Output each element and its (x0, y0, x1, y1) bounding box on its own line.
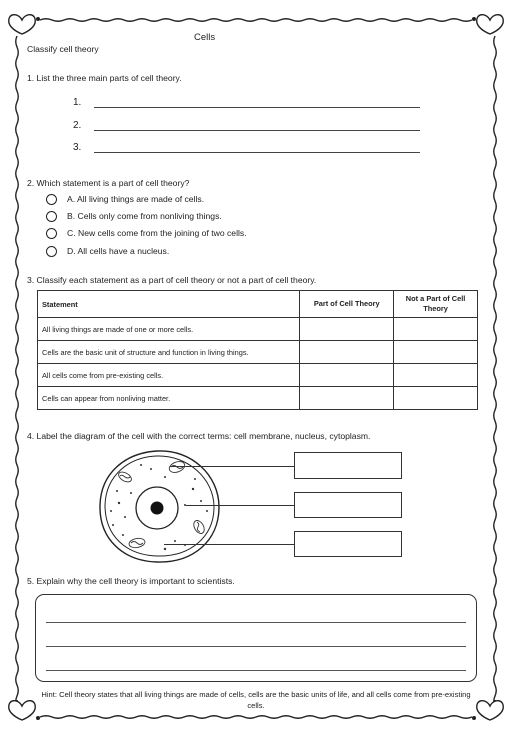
question-2-prompt: 2. Which statement is a part of cell theory? (27, 178, 190, 188)
table-row (38, 387, 478, 410)
statement-cell: All cells come from pre-existing cells. (38, 364, 300, 387)
question-5-prompt: 5. Explain why the cell theory is important to scientists. (27, 576, 235, 586)
option-c-label: C. New cells come from the joining of two cells. (67, 228, 247, 238)
heart-icon (9, 15, 35, 34)
part-answer-cell[interactable] (300, 318, 394, 341)
table-row (38, 364, 478, 387)
option-a-label: A. All living things are made of cells. (67, 194, 205, 204)
answer-line-3[interactable] (94, 152, 420, 153)
statement-cell: Cells can appear from nonliving matter. (38, 387, 300, 410)
answer-line[interactable] (46, 622, 466, 623)
hint-text: Hint: Cell theory states that all living things are made of cells, cells are the basic units of life, and all cells come from pre-existing cells. (41, 690, 471, 710)
statement-cell: All living things are made of one or more cells. (38, 318, 300, 341)
answer-number-1: 1. (73, 97, 82, 108)
border-dot (36, 716, 40, 720)
nucleolus (151, 502, 164, 515)
classification-table (37, 290, 478, 410)
radio-option-a[interactable] (46, 194, 57, 205)
not-part-answer-cell[interactable] (394, 341, 478, 364)
statement-cell: Cells are the basic unit of structure and function in living things. (38, 341, 300, 364)
table-row (38, 318, 478, 341)
border-dot (472, 17, 476, 21)
label-line-membrane (170, 466, 294, 467)
answer-number-3: 3. (73, 142, 82, 153)
heart-icon (477, 15, 503, 34)
table-header-row (38, 291, 478, 318)
not-part-answer-cell[interactable] (394, 318, 478, 341)
cell-diagram (95, 445, 225, 567)
radio-option-d[interactable] (46, 246, 57, 257)
part-answer-cell[interactable] (300, 364, 394, 387)
answer-line-1[interactable] (94, 107, 420, 108)
answer-line-2[interactable] (94, 130, 420, 131)
part-answer-cell[interactable] (300, 387, 394, 410)
heart-icon (477, 701, 503, 720)
answer-line[interactable] (46, 670, 466, 671)
answer-number-2: 2. (73, 120, 82, 131)
table-row (38, 341, 478, 364)
not-part-answer-cell[interactable] (394, 364, 478, 387)
column-header-not-part: Not a Part of Cell Theory (394, 291, 478, 318)
border-dot (472, 716, 476, 720)
column-header-statement: Statement (38, 291, 300, 318)
option-b-label: B. Cells only come from nonliving things. (67, 211, 222, 221)
question-3-prompt: 3. Classify each statement as a part of cell theory or not a part of cell theory. (27, 275, 317, 285)
column-header-part: Part of Cell Theory (300, 291, 394, 318)
radio-option-c[interactable] (46, 228, 57, 239)
page-subtitle: Classify cell theory (27, 44, 99, 54)
label-line-nucleus (186, 505, 294, 506)
question-4-prompt: 4. Label the diagram of the cell with the correct terms: cell membrane, nucleus, cytoplasm. (27, 431, 371, 441)
label-box-1[interactable] (294, 452, 402, 479)
label-box-2[interactable] (294, 492, 402, 518)
border-dot (36, 17, 40, 21)
heart-icon (9, 701, 35, 720)
question-1-prompt: 1. List the three main parts of cell theory. (27, 73, 182, 83)
label-box-3[interactable] (294, 531, 402, 557)
not-part-answer-cell[interactable] (394, 387, 478, 410)
part-answer-cell[interactable] (300, 341, 394, 364)
option-d-label: D. All cells have a nucleus. (67, 246, 170, 256)
label-line-cytoplasm (164, 544, 294, 545)
answer-line[interactable] (46, 646, 466, 647)
page-title: Cells (194, 32, 216, 43)
radio-option-b[interactable] (46, 211, 57, 222)
explanation-answer-box[interactable] (35, 594, 477, 682)
